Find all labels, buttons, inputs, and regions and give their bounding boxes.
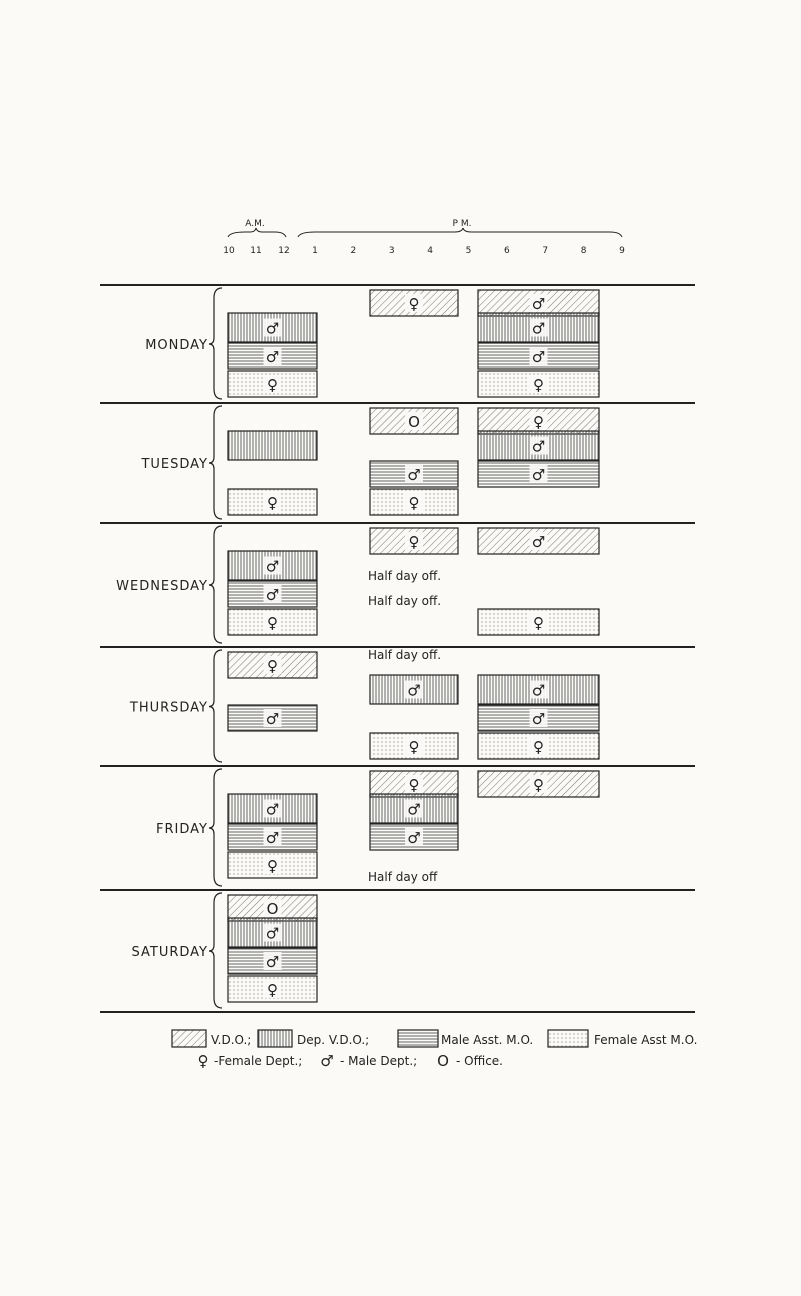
legend-office-symbol: O [437, 1052, 449, 1070]
legend-male-label: - Male Dept.; [340, 1054, 418, 1068]
male-symbol: ♂ [265, 953, 280, 971]
male-symbol: ♂ [265, 348, 280, 366]
female-symbol: ♀ [267, 981, 278, 999]
schedule-block-dep [370, 675, 458, 704]
male-symbol: ♂ [407, 829, 421, 847]
schedule-block-dep [478, 431, 599, 460]
day-brace [209, 526, 222, 643]
schedule-block-dep [370, 794, 458, 823]
female-symbol: ♀ [267, 376, 278, 394]
day-thursday [100, 647, 695, 762]
hour-tick: 3 [388, 246, 395, 256]
schedule-block-fam [228, 609, 317, 635]
day-label: THURSDAY [129, 700, 208, 716]
schedule-block-fam [228, 852, 317, 878]
day-tuesday [100, 403, 695, 519]
male-symbol: ♂ [265, 710, 280, 728]
female-symbol: ♀ [408, 776, 420, 794]
hour-tick: 6 [504, 246, 510, 256]
hour-tick: 12 [278, 246, 290, 256]
legend-female-label: -Female Dept.; [214, 1054, 303, 1068]
schedule-block-vdo [370, 408, 458, 434]
hour-tick: 7 [542, 246, 549, 256]
female-symbol: ♀ [533, 614, 544, 632]
half-day-note: Half day off. [368, 648, 442, 662]
schedule-block-mam [228, 948, 317, 974]
schedule-block-fam [228, 489, 317, 515]
am-brace [228, 228, 286, 237]
female-symbol: ♀ [533, 413, 544, 431]
hour-tick: 4 [427, 246, 433, 256]
hour-tick: 2 [350, 246, 357, 256]
schedule-block-dep [228, 313, 317, 342]
half-day-note: Half day off. [368, 594, 442, 608]
day-label: FRIDAY [156, 822, 208, 837]
male-symbol: ♂ [265, 829, 280, 847]
female-symbol: ♀ [267, 657, 278, 675]
office-symbol: O [408, 413, 420, 431]
male-symbol: ♂ [531, 466, 546, 484]
male-symbol: ♂ [407, 800, 421, 819]
legend [172, 1030, 697, 1070]
hour-tick: 8 [580, 246, 587, 256]
schedule-block-fam [478, 609, 599, 635]
day-brace [209, 288, 222, 399]
male-symbol: ♂ [407, 466, 421, 484]
schedule-block-dep [478, 313, 599, 342]
am-label: A.M. [245, 219, 265, 229]
schedule-block-fam [478, 371, 599, 397]
legend-vdo-swatch [172, 1030, 206, 1047]
schedule-block-vdo [370, 771, 458, 797]
male-symbol: ♂ [531, 710, 546, 728]
day-monday [100, 285, 695, 399]
day-wednesday [100, 523, 695, 643]
male-symbol: ♂ [531, 437, 546, 456]
female-symbol: ♀ [267, 494, 278, 512]
female-symbol: ♀ [408, 295, 420, 313]
male-symbol: ♂ [265, 586, 280, 604]
schedule-block-vdo [370, 528, 458, 554]
schedule-block-dep [228, 551, 317, 580]
hour-tick: 5 [465, 246, 472, 256]
office-symbol: O [266, 900, 279, 918]
day-brace [209, 406, 222, 519]
hour-tick: 10 [223, 246, 235, 256]
pm-brace [298, 228, 622, 237]
female-symbol: ♀ [408, 533, 420, 551]
schedule-block-dep [228, 794, 317, 823]
legend-male-symbol: ♂ [320, 1052, 334, 1070]
day-saturday [100, 890, 695, 1008]
female-symbol: ♀ [533, 376, 544, 394]
schedule-block-vdo [478, 290, 599, 316]
pm-label: P M. [452, 219, 472, 229]
schedule-block-fam [228, 371, 317, 397]
days [100, 285, 695, 1012]
day-brace [209, 893, 222, 1008]
day-label: MONDAY [145, 338, 208, 353]
schedule-block-mam [370, 461, 458, 487]
schedule-block-mam [228, 705, 317, 731]
half-day-note: Half day off. [368, 569, 442, 583]
schedule-block-vdo [478, 771, 599, 797]
hour-tick: 11 [250, 246, 262, 256]
day-label: SATURDAY [131, 945, 208, 960]
schedule-block-mam [228, 581, 317, 607]
day-label: WEDNESDAY [116, 579, 208, 594]
hour-tick: 1 [312, 246, 318, 256]
schedule-block-fam [370, 733, 458, 759]
half-day-note: Half day off [368, 870, 438, 884]
female-symbol: ♀ [533, 738, 544, 756]
block-fill [228, 431, 317, 460]
legend-dep-swatch [258, 1030, 292, 1047]
legend-fam-swatch [548, 1030, 588, 1047]
male-symbol: ♂ [531, 319, 546, 338]
male-symbol: ♂ [531, 295, 546, 313]
male-symbol: ♂ [531, 681, 546, 700]
legend-dep-label: Dep. V.D.O.; [297, 1033, 370, 1047]
schedule-block-dep [228, 918, 317, 947]
female-symbol: ♀ [267, 614, 278, 632]
schedule-block-vdo [228, 895, 317, 921]
schedule-block-vdo [478, 408, 599, 434]
schedule-block-fam [478, 733, 599, 759]
day-brace [209, 650, 222, 762]
schedule-block-fam [228, 976, 317, 1002]
hour-tick: 9 [619, 246, 625, 256]
legend-female-symbol: ♀ [197, 1052, 209, 1070]
day-brace [209, 769, 222, 886]
schedule-block-vdo [370, 290, 458, 316]
schedule-block-mam [478, 461, 599, 487]
female-symbol: ♀ [267, 857, 278, 875]
schedule-block-dep [228, 431, 317, 460]
schedule-block-vdo [228, 652, 317, 678]
schedule-block-vdo [478, 528, 599, 554]
schedule-block-dep [478, 675, 599, 704]
legend-office-label: - Office. [456, 1054, 503, 1068]
day-friday [100, 766, 695, 886]
schedule-block-mam [478, 705, 599, 731]
male-symbol: ♂ [265, 557, 280, 576]
schedule-block-fam [370, 489, 458, 515]
time-header [223, 219, 625, 256]
legend-mam-swatch [398, 1030, 438, 1047]
female-symbol: ♀ [408, 494, 420, 512]
male-symbol: ♂ [265, 800, 280, 819]
male-symbol: ♂ [531, 348, 546, 366]
legend-fam-label: Female Asst M.O. [594, 1033, 698, 1047]
legend-mam-label: Male Asst. M.O. [441, 1033, 534, 1047]
female-symbol: ♀ [408, 738, 420, 756]
male-symbol: ♂ [265, 319, 280, 338]
legend-vdo-label: V.D.O.; [211, 1033, 252, 1047]
male-symbol: ♂ [531, 533, 546, 551]
schedule-block-mam [228, 343, 317, 369]
hour-ticks [223, 246, 625, 256]
female-symbol: ♀ [533, 776, 544, 794]
day-label: TUESDAY [141, 457, 208, 472]
schedule-block-mam [370, 824, 458, 850]
male-symbol: ♂ [407, 681, 421, 700]
male-symbol: ♂ [265, 924, 280, 943]
schedule-block-mam [228, 824, 317, 850]
schedule-block-mam [478, 343, 599, 369]
